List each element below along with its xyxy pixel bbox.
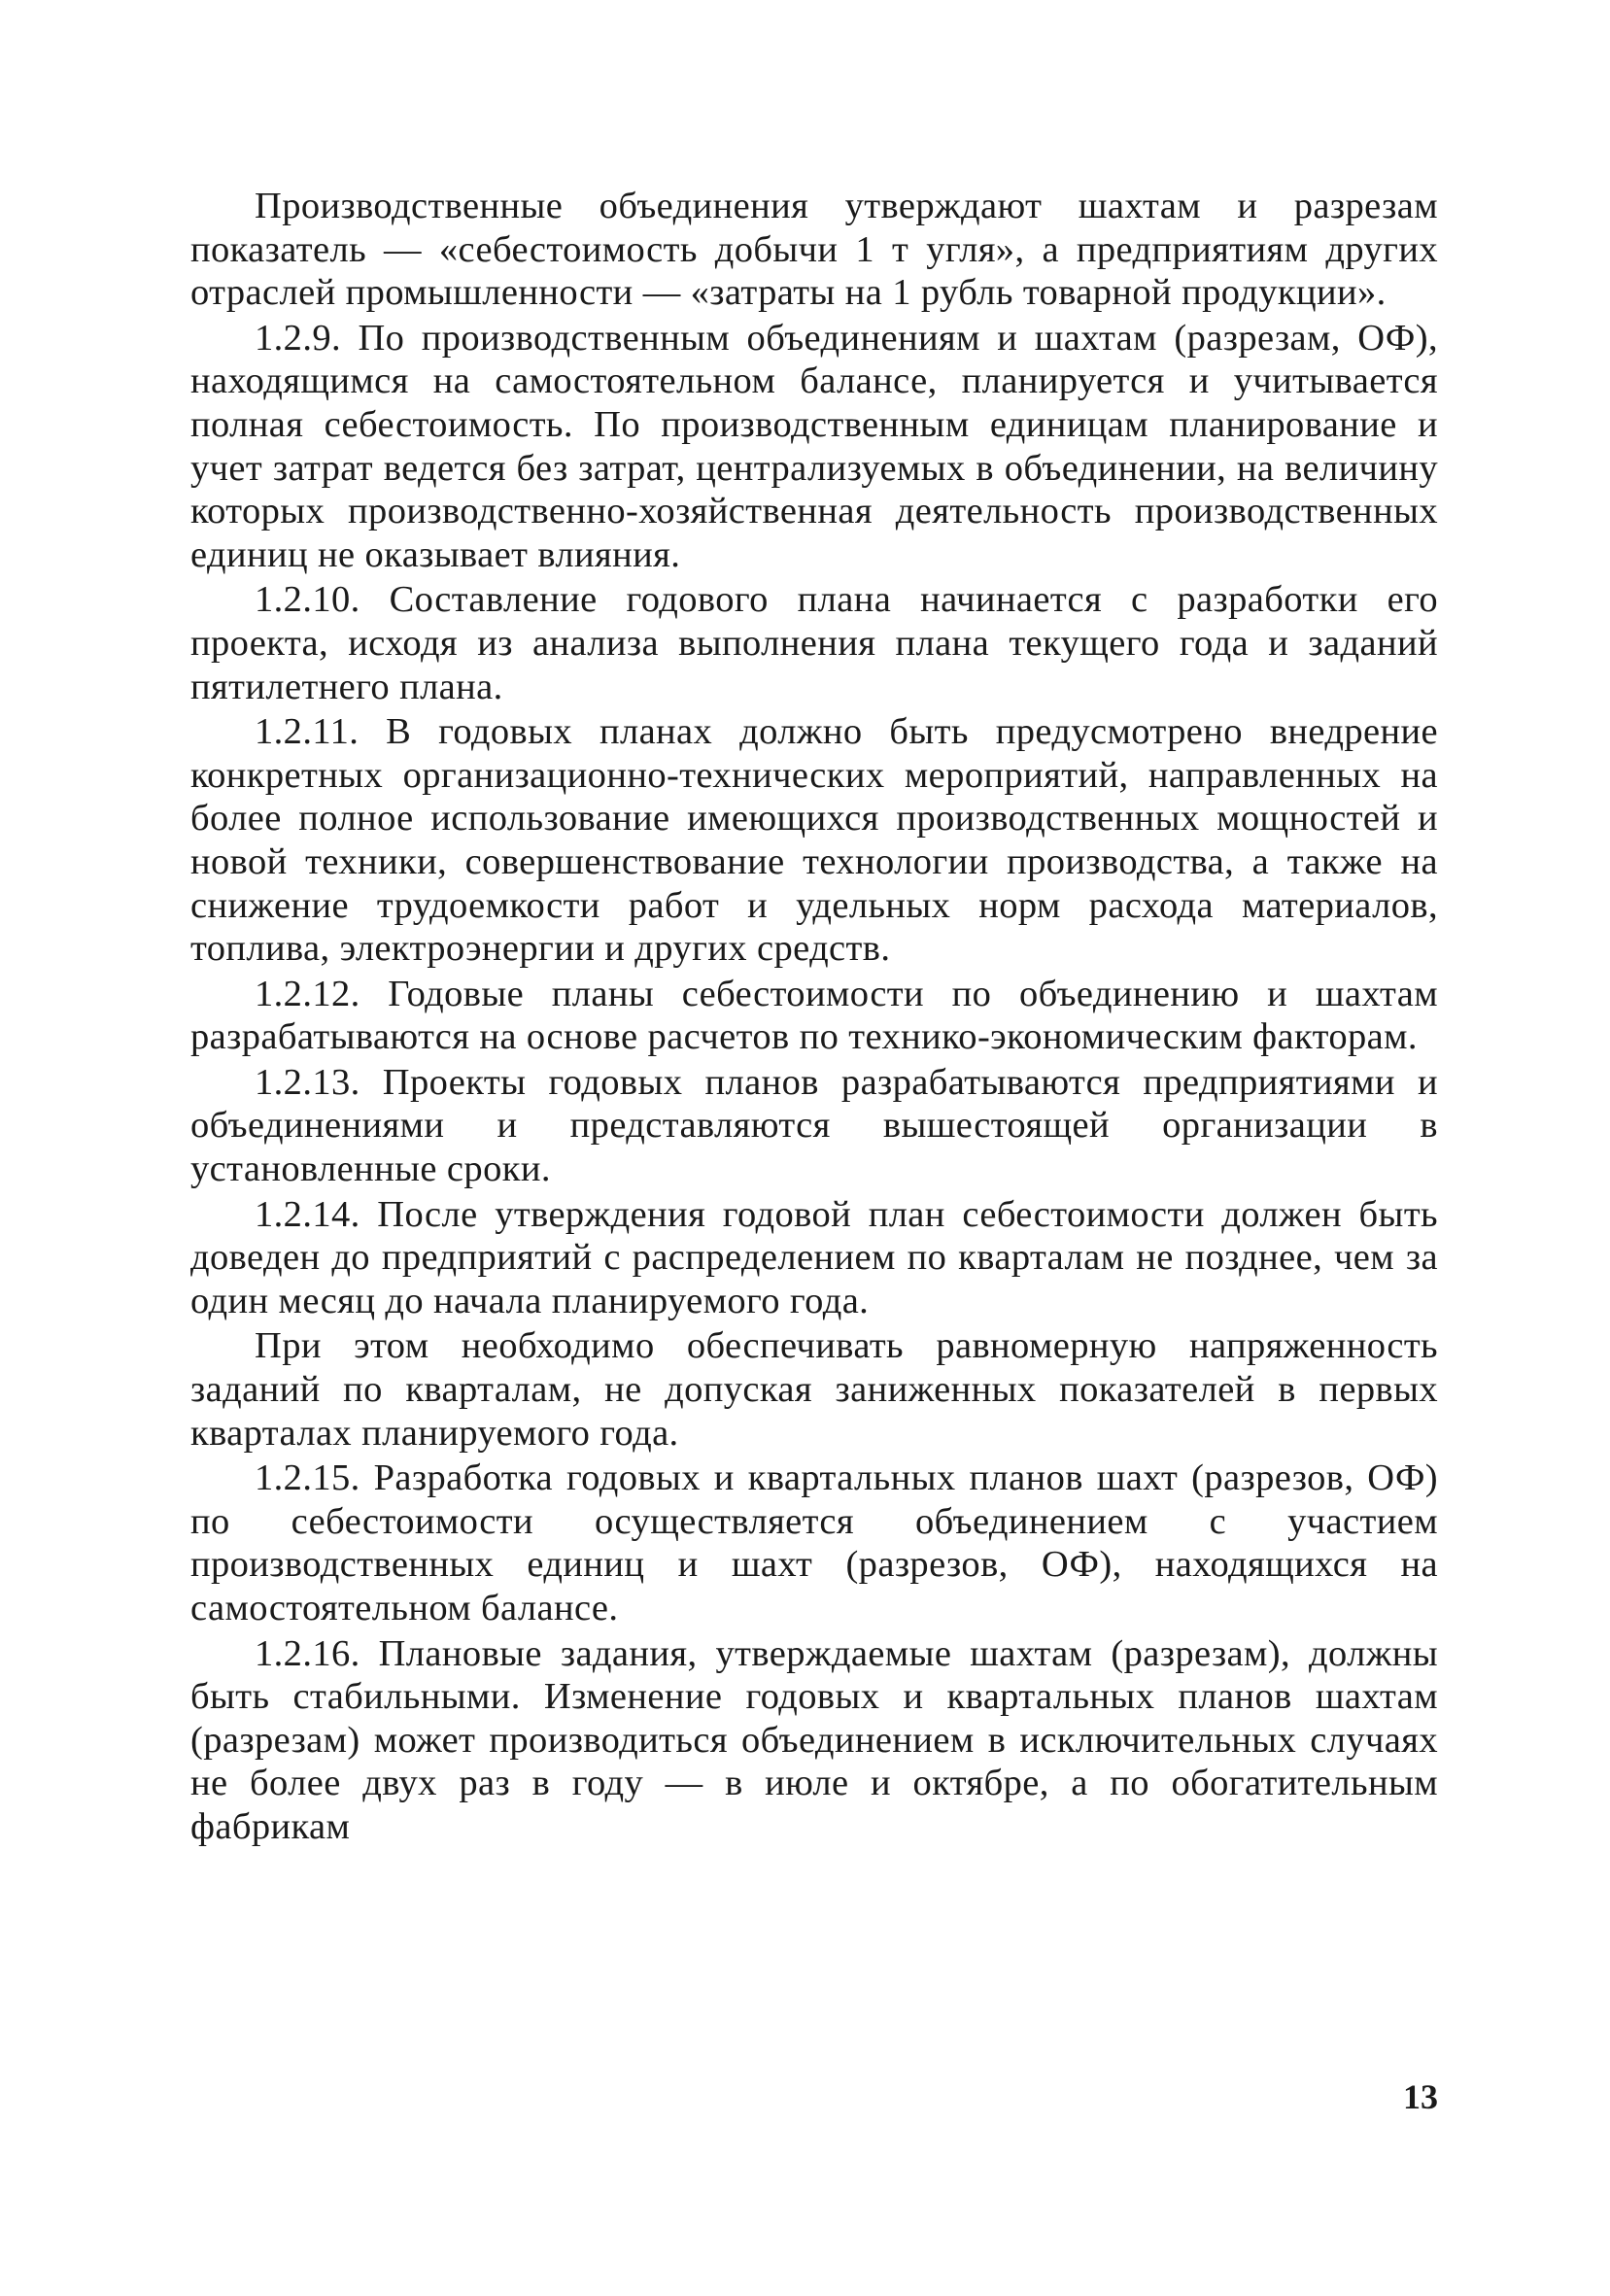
paragraph-1-2-10: 1.2.10. Составление годового плана начинается с разработки его проекта, исходя из анализа выполнения плана текущего года и заданий пятилетнего плана.: [190, 579, 1438, 707]
paragraph-1-2-11: 1.2.11. В годовых планах должно быть предусмотрено внедрение конкретных организационно-технических мероприятий, направленных на более полное использование имеющихся производственных мощностей и новой техники, совершенствование технологии производства, а также на снижение трудоемкости работ и удельных норм расхода материалов, топлива, электроэнергии и других средств.: [190, 711, 1438, 970]
paragraph-uniformity: При этом необходимо обеспечивать равномерную напряженность заданий по кварталам, не допуская заниженных показателей в первых кварталах планируемого года.: [190, 1325, 1438, 1454]
paragraph-1-2-16: 1.2.16. Плановые задания, утверждаемые шахтам (разрезам), должны быть стабильными. Изменение годовых и квартальных планов шахтам (разрезам) может производиться объединением в исключительных случаях не более двух раз в году — в июле и октябре, а по обогатительным фабрикам: [190, 1632, 1438, 1847]
paragraph-intro: Производственные объединения утверждают шахтам и разрезам показатель — «себестоимость добычи 1 т угля», а предприятиям других отраслей промышленности — «затраты на 1 рубль товарной продукции».: [190, 186, 1438, 314]
paragraph-1-2-12: 1.2.12. Годовые планы себестоимости по объединению и шахтам разрабатываются на основе расчетов по технико-экономическим факторам.: [190, 973, 1438, 1058]
page-number: 13: [1403, 2077, 1438, 2116]
paragraph-1-2-14: 1.2.14. После утверждения годовой план себестоимости должен быть доведен до предприятий с распределением по кварталам не позднее, чем за один месяц до начала планируемого года.: [190, 1193, 1438, 1321]
body-text: [190, 185, 1438, 1851]
paragraph-1-2-13: 1.2.13. Проекты годовых планов разрабатываются предприятиями и объединениями и представляются вышестоящей организации в установленные сроки.: [190, 1061, 1438, 1190]
paragraph-1-2-15: 1.2.15. Разработка годовых и квартальных планов шахт (разрезов, ОФ) по себестоимости осуществляется объединением с участием производственных единиц и шахт (разрезов, ОФ), находящихся на самостоятельном балансе.: [190, 1457, 1438, 1628]
paragraph-1-2-9: 1.2.9. По производственным объединениям и шахтам (разрезам, ОФ), находящимся на самостоятельном балансе, планируется и учитывается полная себестоимость. По производственным единицам планирование и учет затрат ведется без затрат, централизуемых в объединении, на величину которых производственно-хозяйственная деятельность производственных единиц не оказывает влияния.: [190, 317, 1438, 575]
